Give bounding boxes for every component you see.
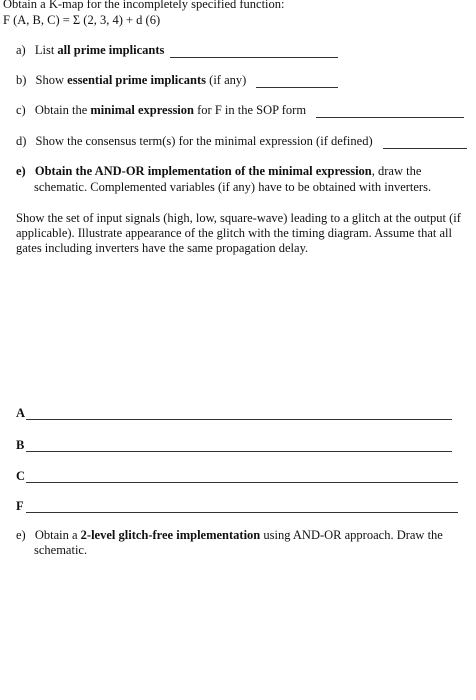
timing-line-f[interactable] [26,512,458,513]
glitch-paragraph-line2: applicable). Illustrate appearance of the glitch with the timing diagram. Assume that all [16,226,452,240]
question-c-label: c) [16,103,26,117]
glitch-paragraph-line3: gates including inverters have the same propagation delay. [16,241,309,255]
question-e2-text: Obtain a [34,528,81,542]
question-b [16,73,246,88]
answer-line-b[interactable] [256,87,338,88]
question-b-label: b) [16,73,27,87]
timing-line-a[interactable] [26,419,452,420]
question-e2-bold: 2-level glitch-free implementation [80,528,261,542]
timing-line-b[interactable] [26,451,452,452]
question-a-label: a) [16,43,26,57]
question-b-post: (if any) [206,73,247,87]
signal-label-b: B [16,438,25,452]
question-e-and-or [16,164,421,179]
glitch-paragraph-line1: Show the set of input signals (high, low, square-wave) leading to a glitch at the output (if [16,211,461,225]
answer-line-a[interactable] [170,57,338,58]
question-b-text: Show [35,73,68,87]
question-d [16,134,373,149]
question-c-post: for F in the SOP form [194,103,307,117]
question-a [16,43,164,58]
problem-title: Obtain a K-map for the incompletely specified function: [3,0,285,11]
question-a-text: List [34,43,58,57]
question-e-bold: Obtain the AND-OR implementation of the minimal expression [34,164,372,178]
question-e2-post: using AND-OR approach. Draw the [260,528,443,542]
question-e2-label: e) [16,528,26,542]
question-b-bold: essential prime implicants [67,73,207,87]
question-c [16,103,306,118]
question-a-bold: all prime implicants [57,43,165,57]
question-e-glitch-free [16,528,443,543]
question-d-label: d) [16,134,27,148]
answer-line-d[interactable] [383,148,467,149]
question-e-line2: schematic. Complemented variables (if any) have to be obtained with inverters. [34,180,432,194]
question-d-text: Show the consensus term(s) for the minimal expression (if defined) [35,134,373,148]
function-definition: F (A, B, C) = Σ (2, 3, 4) + d (6) [3,13,161,27]
signal-label-f: F [16,499,24,513]
question-c-text: Obtain the [34,103,91,117]
signal-label-c: C [16,469,26,483]
signal-label-a: A [16,406,26,420]
question-e2-line2: schematic. [34,543,88,557]
answer-line-c[interactable] [316,117,464,118]
question-e-label: e) [16,164,26,178]
question-e-rest: , draw the [371,164,422,178]
question-c-bold: minimal expression [90,103,194,117]
timing-line-c[interactable] [26,482,458,483]
